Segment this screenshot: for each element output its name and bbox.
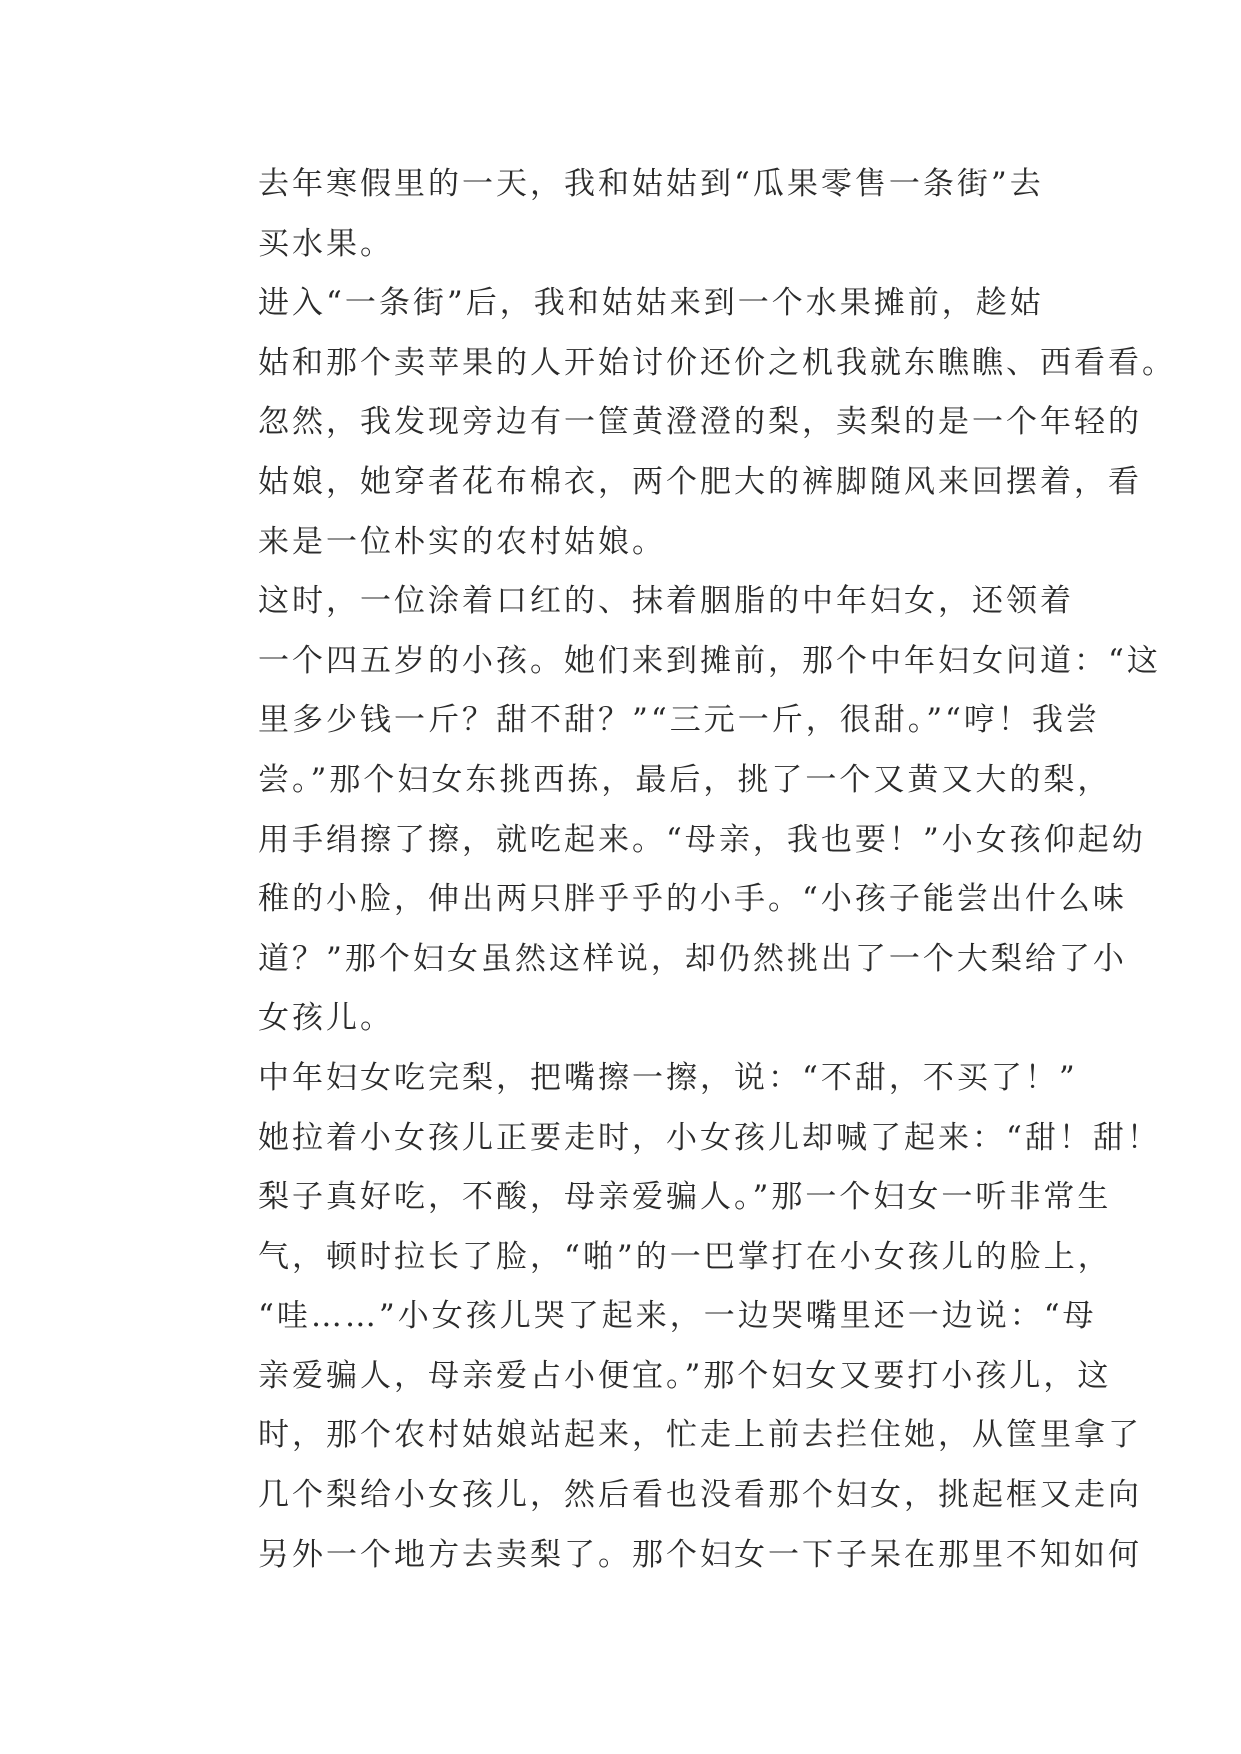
paragraph-2 (190, 274, 1176, 572)
text-line: 她拉着小女孩儿正要走时，小女孩儿却喊了起来：“甜！甜！ (258, 1119, 1161, 1156)
paragraph-1 (190, 155, 1055, 274)
text-line: 梨子真好吃，不酸，母亲爱骗人。”那一个妇女一听非常生 (258, 1179, 1112, 1216)
paragraph-4 (190, 1049, 1161, 1585)
paragraph-3 (190, 572, 1161, 1049)
text-line: 里多少钱一斤？甜不甜？”“三元一斤，很甜。”“哼！我尝 (258, 702, 1100, 739)
text-line: 用手绢擦了擦，就吃起来。“母亲，我也要！”小女孩仰起幼 (258, 821, 1146, 858)
text-line: 亲爱骗人，母亲爱占小便宜。”那个妇女又要打小孩儿，这 (258, 1357, 1112, 1394)
text-line: 时，那个农村姑娘站起来，忙走上前去拦住她，从筐里拿了 (258, 1417, 1142, 1454)
text-line: 姑娘，她穿者花布棉衣，两个肥大的裤脚随风来回摆着，看 (258, 463, 1142, 500)
body-text (190, 155, 1176, 1585)
text-line: 另外一个地方去卖梨了。那个妇女一下子呆在那里不知如何 (258, 1536, 1142, 1573)
text-line: 姑和那个卖苹果的人开始讨价还价之机我就东瞧瞧、西看看。 (258, 344, 1176, 381)
text-line: 进入“一条街”后，我和姑姑来到一个水果摊前，趁姑 (258, 285, 1044, 322)
text-line: 气，顿时拉长了脸，“啪”的一巴掌打在小女孩儿的脸上， (258, 1238, 1112, 1275)
text-line: 女孩儿。 (258, 1000, 394, 1037)
text-line: 尝。”那个妇女东挑西拣，最后，挑了一个又黄又大的梨， (258, 761, 1112, 798)
text-line: 中年妇女吃完梨，把嘴擦一擦，说：“不甜，不买了！” (258, 1059, 1078, 1096)
text-line: 去年寒假里的一天，我和姑姑到“瓜果零售一条街”去 (258, 166, 1044, 202)
text-line: “哇……”小女孩儿哭了起来，一边哭嘴里还一边说：“母 (258, 1298, 1097, 1335)
text-line: 几个梨给小女孩儿，然后看也没看那个妇女，挑起框又走向 (258, 1477, 1142, 1514)
text-line: 这时，一位涂着口红的、抹着胭脂的中年妇女，还领着 (258, 583, 1074, 620)
text-line: 一个四五岁的小孩。她们来到摊前，那个中年妇女问道：“这 (258, 642, 1161, 679)
text-line: 买水果。 (258, 225, 394, 262)
text-line: 稚的小脸，伸出两只胖乎乎的小手。“小孩子能尝出什么味 (258, 881, 1127, 918)
text-line: 来是一位朴实的农村姑娘。 (258, 523, 666, 560)
text-line: 道？”那个妇女虽然这样说，却仍然挑出了一个大梨给了小 (258, 940, 1127, 977)
text-line: 忽然，我发现旁边有一筐黄澄澄的梨，卖梨的是一个年轻的 (258, 404, 1142, 441)
